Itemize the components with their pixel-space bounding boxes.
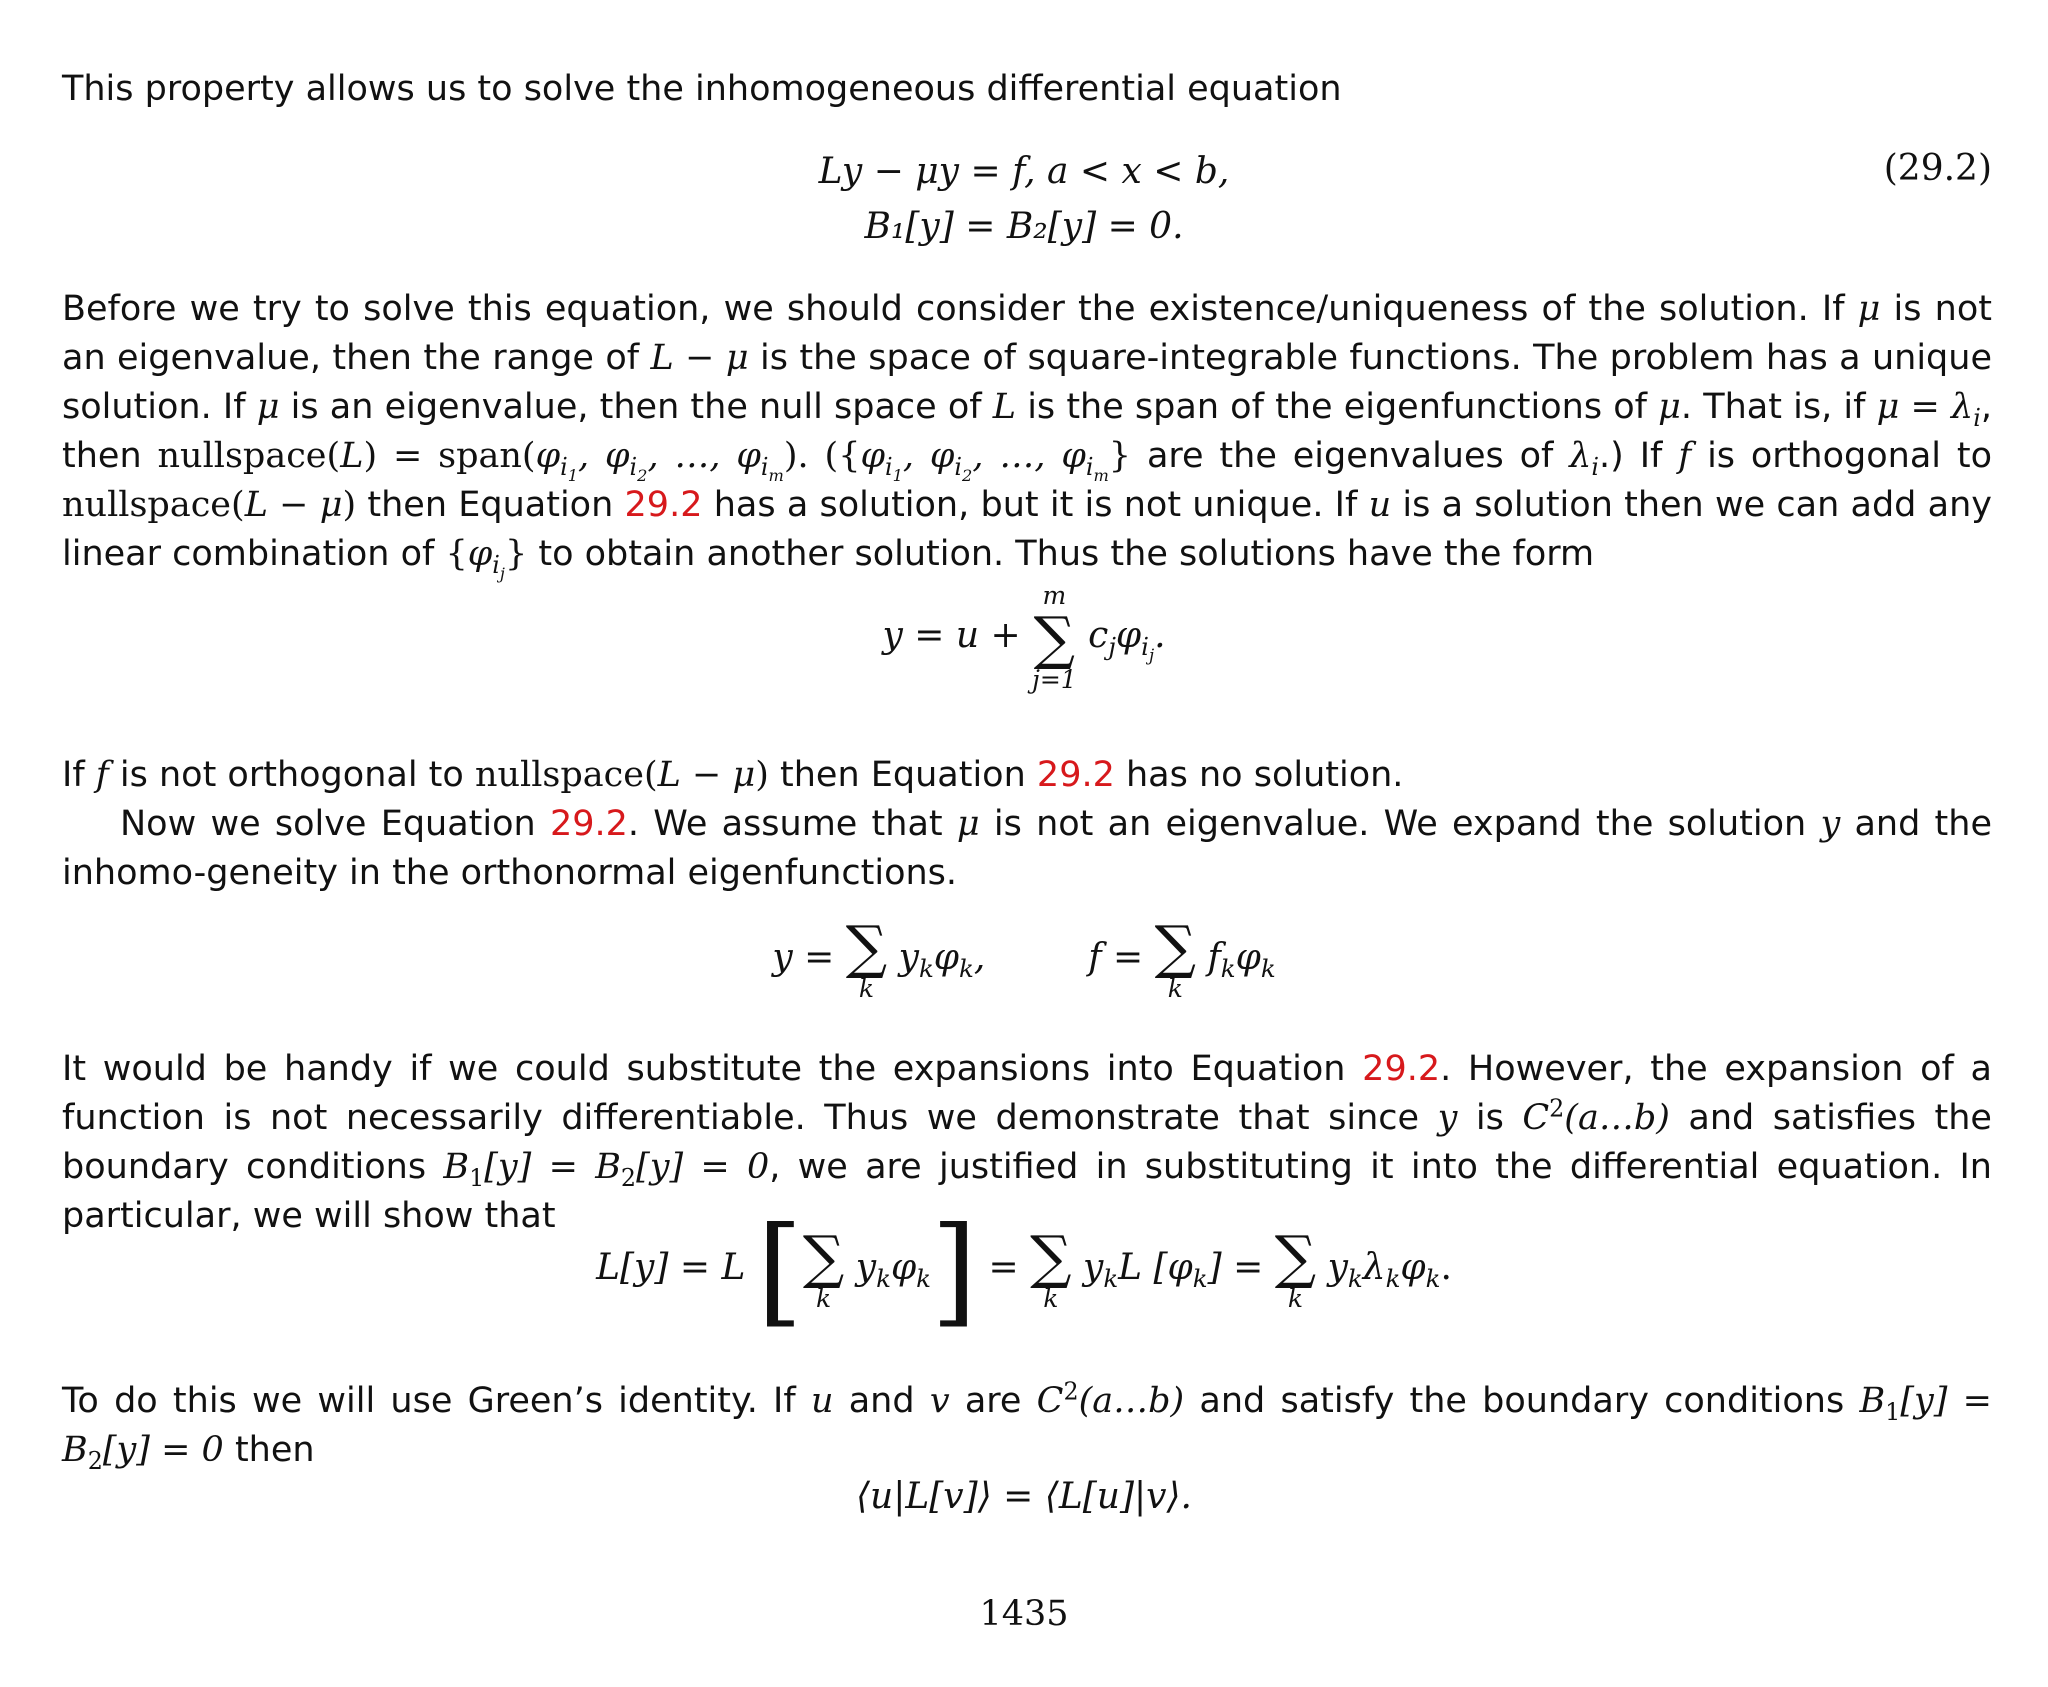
- operator-equation: L[y] = L [ ∑ k $y_k\varphi_k$] = ∑ k $y_kL$ $[\varphi_k]$ = ∑ k $y_k\lambda_k\varphi_k$.: [596, 1201, 1452, 1339]
- equation-29-2-line2: B₁[y] = B₂[y] = 0.: [864, 206, 1184, 247]
- solution-form-equation: y = u + m ∑ j=1 $c_j\varphi_{i_j}$.: [882, 581, 1166, 694]
- page-number: 1435: [979, 1594, 1069, 1634]
- substitution-paragraph: It would be handy if we could substitute the expansions into Equation 29.2. However, the expansion of a function is not necessarily differentiable. Thus we demonstrate that since y is $C^2(a\dots b)$ and satisfies the boundary conditions $B_1[y] = B_2[y] = 0$, we are justified in substituting it into the differential equation. In particular, we will show that: [62, 1049, 1992, 1236]
- equation-ref-link[interactable]: 29.2: [624, 485, 703, 525]
- equation-29-2-line1: Ly − μy = f, a < x < b,: [818, 151, 1230, 192]
- equation-ref-link[interactable]: 29.2: [549, 804, 628, 844]
- greens-identity-equation: ⟨u|L[v]⟩ = ⟨L[u]|v⟩.: [856, 1476, 1192, 1517]
- intro-paragraph: This property allows us to solve the inhomogeneous differential equation: [62, 69, 1342, 109]
- sum-symbol: m ∑ j=1: [1032, 581, 1077, 694]
- existence-paragraph: Before we try to solve this equation, we should consider the existence/uniqueness of the solution. If μ is not an eigenvalue, then the range of L − μ is the space of square-integrable functions. The problem has a unique solution. If μ is an eigenvalue, then the null space of L is the span of the eigenfunctions of μ. That is, if $\mu = \lambda_i$, then nullspace(L) = $span(\varphi_{i_1}$, $\varphi_{i_2}$, …, $\varphi_{i_m}$). ({$\varphi_{i_1}$, $\varphi_{i_2}$, …, $\varphi_{i_m}$} are the eigenvalues of $\lambda_i$.) If f is orthogonal to nullspace(L − μ) then Equation 29.2 has a solution, but it is not unique. If u is a solution then we can add any linear combination of $\{\varphi_{i_j}\}$ to obtain another solution. Thus the solutions have the form: [62, 289, 1992, 583]
- equation-ref-link[interactable]: 29.2: [1036, 755, 1115, 795]
- equation-ref-link[interactable]: 29.2: [1362, 1049, 1441, 1089]
- expansion-paragraph: Now we solve Equation 29.2. We assume that μ is not an eigenvalue. We expand the solution y and the inhomo-geneity in the orthonormal eigenfunctions.: [62, 804, 1992, 893]
- greens-identity-paragraph: To do this we will use Green’s identity. If u and v are $C^2(a\dots b)$ and satisfy the boundary conditions $B_1[y] = B_2[y] = 0$ then: [62, 1377, 1992, 1475]
- equation-number: (29.2): [1883, 148, 1992, 189]
- expansion-equations: y = ∑ k $y_k\varphi_k$, f = ∑ k $f_k\varphi_k$: [772, 913, 1276, 1003]
- no-solution-paragraph: If f is not orthogonal to nullspace(L − μ) then Equation 29.2 has no solution.: [62, 755, 1404, 795]
